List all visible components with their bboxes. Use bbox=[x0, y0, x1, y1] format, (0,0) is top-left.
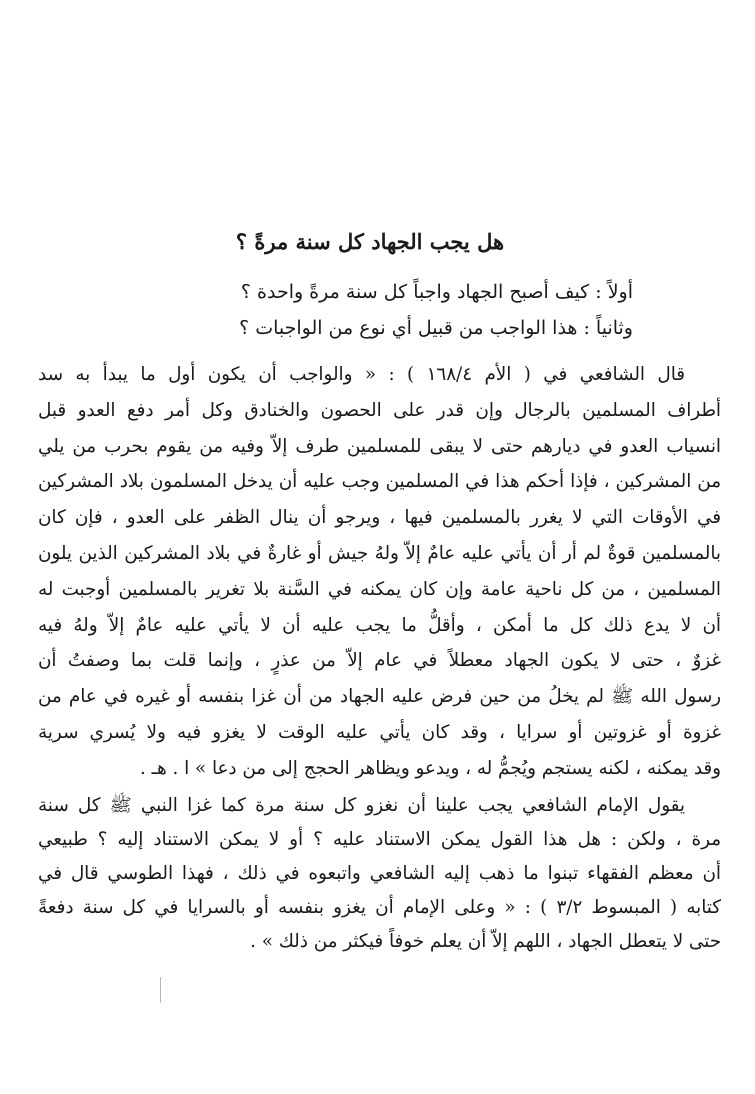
text-line: أطراف المسلمين بالرجال وإن قدر على الحصون والخنادق وكل أمر دفع العدو قبل bbox=[38, 399, 721, 421]
text-line: كتابه ( المبسوط ٣/٢ ) : « وعلى الإمام أن يغزو بنفسه أو بالسرايا في كل سنة دفعةً bbox=[38, 897, 721, 918]
text-line: أن لا يدع ذلك كل ما أمكن ، وأقلُّ ما يجب عليه أن لا يأتي عليه عامٌ إلاّ ولهُ فيه bbox=[38, 614, 721, 636]
text-line: وقد يمكنه ، لكنه يستجم ويُجمُّ له ، ويدعو ويظاهر الحجج إلى من دعا » ا . هـ . bbox=[140, 757, 721, 779]
paragraph-shafii-quote bbox=[38, 357, 721, 787]
paragraph-commentary bbox=[38, 789, 721, 959]
text-line: المسلمين ، من كل ناحية عامة وإن كان يمكنه في السَّنة بلا تغرير بالمسلمين أوجبت له bbox=[38, 578, 721, 600]
text-line: من المشركين ، فإذا أحكم هذا في المسلمين وجب عليه أن يدخل المسلمون بلاد المشركين bbox=[38, 471, 721, 493]
section-heading: هل يجب الجهاد كل سنة مرةً ؟ bbox=[235, 229, 505, 254]
scan-mark bbox=[160, 977, 161, 1003]
text-line: حتى لا يتعطل الجهاد ، اللهم إلاّ أن يعلم خوفاً فيكثر من ذلك » . bbox=[250, 931, 721, 952]
question-first: أولاً : كيف أصبح الجهاد واجباً كل سنة مرةً واحدة ؟ bbox=[240, 281, 633, 303]
text-line: انسياب العدو في ديارهم حتى لا يبقى للمسلمين طرف إلاّ وفيه من يقوم بحرب من يلي bbox=[38, 435, 721, 457]
text-line: بالمسلمين قوةٌ لم أر أن يأتي عليه عامٌ إلاّ ولهُ جيش أو غارةٌ في بلاد المشركين الذين يلون bbox=[38, 542, 721, 564]
text-line: غزوة أو غزوتين أو سرايا ، وقد كان يأتي عليه الوقت لا يغزو فيه ولا يُسري سرية bbox=[38, 721, 721, 743]
question-second: وثانياً : هذا الواجب من قبيل أي نوع من الواجبات ؟ bbox=[239, 317, 633, 339]
text-line: أن معظم الفقهاء تبنوا ما ذهب إليه الشافعي واتبعوه في ذلك ، فهذا الطوسي قال في bbox=[38, 863, 721, 884]
text-line: قال الشافعي في ( الأم ١٦٨/٤ ) : « والواجب أن يكون أول ما يبدأ به سد bbox=[38, 364, 686, 385]
text-line: يقول الإمام الشافعي يجب علينا أن نغزو كل سنة مرة كما غزا النبي ﷺ كل سنة bbox=[38, 795, 685, 816]
text-line: رسول الله ﷺ لم يخلُ من حين فرض عليه الجهاد من أن غزا بنفسه أو غيره في عام من bbox=[38, 686, 721, 708]
text-line: في الأوقات التي لا يغرر بالمسلمين فيها ، ويرجو أن ينال الظفر على العدو ، فإن كان bbox=[38, 507, 721, 529]
text-line: غزوٌ ، حتى لا يكون الجهاد معطلاً في عام إلاّ من عذرٍ ، وإنما قلت بما وصفتُ أن bbox=[38, 650, 721, 672]
text-line: مرة ، ولكن : هل هذا القول يمكن الاستناد عليه ؟ أو لا يمكن الاستناد إليه ؟ طبيعي bbox=[38, 829, 721, 850]
